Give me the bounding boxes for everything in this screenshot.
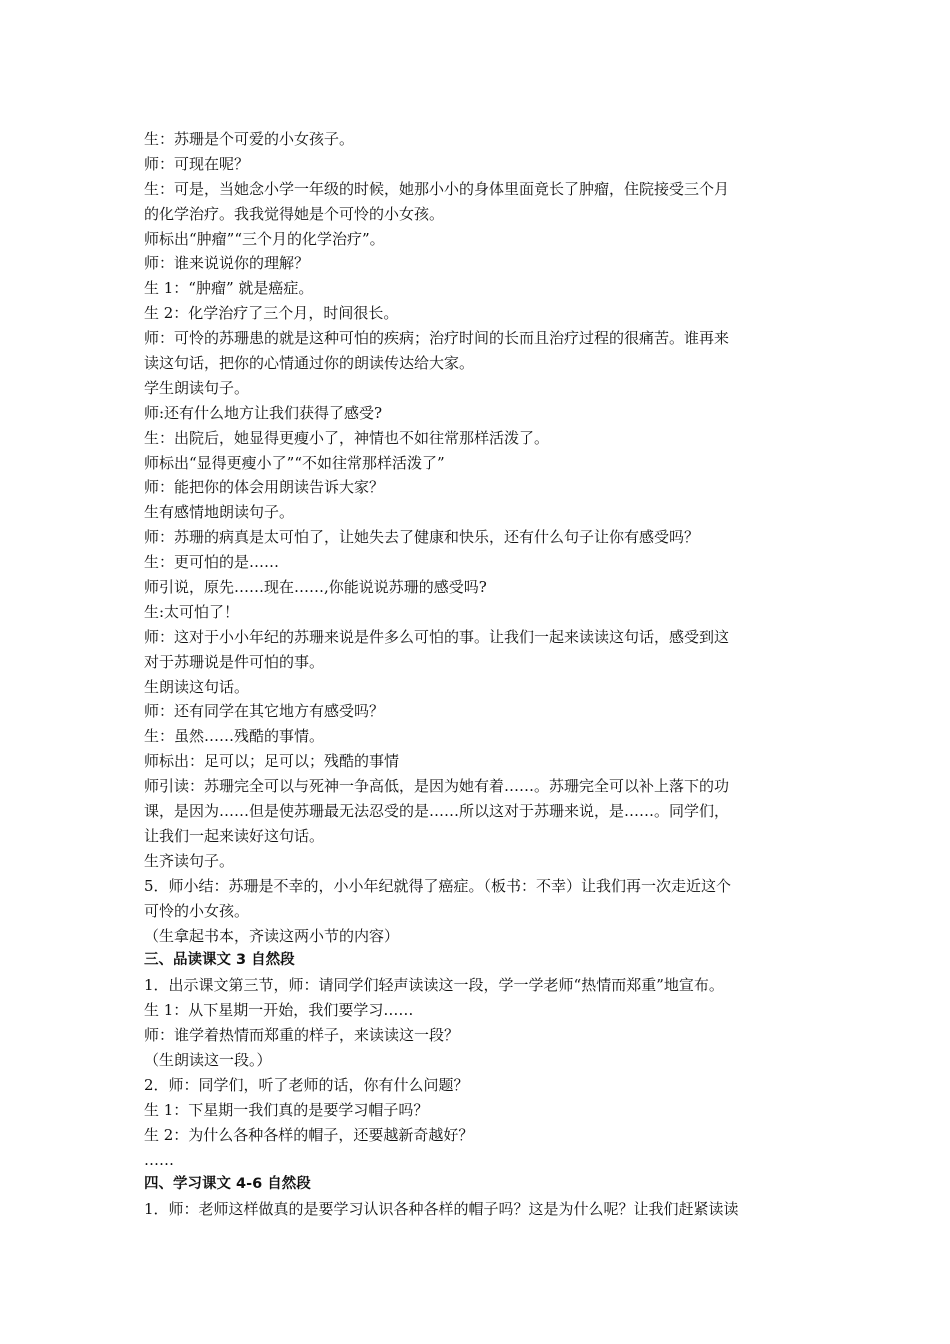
text-line: 生：出院后，她显得更瘦小了，神情也不如往常那样活泼了。: [144, 428, 550, 447]
text-line: 生 2：为什么各种各样的帽子，还要越新奇越好？: [144, 1125, 474, 1144]
text-line: 课，是因为……但是使苏珊最无法忍受的是……所以这对于苏珊来说，是……。同学们，: [144, 802, 730, 821]
text-line: 读这句话，把你的心情通过你的朗读传达给大家。: [144, 354, 475, 373]
text-line: 的化学治疗。我我觉得她是个可怜的小女孩。: [144, 204, 445, 223]
text-line: 生：苏珊是个可爱的小女孩子。: [144, 130, 355, 148]
text-line: 师引读：苏珊完全可以与死神一争高低，是因为她有着……。苏珊完全可以补上落下的功: [144, 777, 730, 796]
text-line: 2．师：同学们，听了老师的话，你有什么问题？: [144, 1075, 469, 1094]
text-line: 生齐读句子。: [144, 851, 235, 870]
text-line: 师：还有同学在其它地方有感受吗？: [144, 702, 385, 721]
text-line: 生：虽然……残酷的事情。: [144, 727, 325, 746]
text-line: ……: [144, 1150, 174, 1169]
section-heading: 三、品读课文 3 自然段: [144, 952, 295, 969]
text-line: 生:太可怕了！: [144, 602, 240, 621]
text-line: 师引说，原先……现在……,你能说说苏珊的感受吗?: [144, 578, 487, 597]
text-line: 师：谁学着热情而郑重的样子，来读读这一段？: [144, 1026, 460, 1045]
text-line: 1．出示课文第三节，师：请同学们轻声读读这一段，学一学老师“热情而郑重”地宣布。: [144, 976, 724, 995]
text-line: 师标出：足可以；足可以；残酷的事情: [144, 752, 400, 771]
text-line: 生：可是，当她念小学一年级的时候，她那小小的身体里面竟长了肿瘤，住院接受三个月: [144, 179, 730, 198]
text-line: 生有感情地朗读句子。: [144, 503, 295, 522]
text-line: 学生朗读句子。: [144, 378, 250, 397]
text-line: 生：更可怕的是……: [144, 553, 280, 572]
text-line: （生拿起书本，齐读这两小节的内容）: [144, 926, 400, 945]
text-line: 师：谁来说说你的理解？: [144, 254, 310, 273]
text-line: 生 1：下星期一我们真的是要学习帽子吗？: [144, 1100, 429, 1119]
text-line: 师:还有什么地方让我们获得了感受?: [144, 403, 383, 422]
document-body: [144, 127, 814, 1222]
text-line: 1．师：老师这样做真的是要学习认识各种各样的帽子吗？这是为什么呢？让我们赶紧读读: [144, 1200, 739, 1219]
text-line: 师：这对于小小年纪的苏珊来说是件多么可怕的事。让我们一起来读读这句话，感受到这: [144, 627, 730, 646]
section-heading: 四、学习课文 4-6 自然段: [144, 1176, 311, 1193]
text-line: 让我们一起来读好这句话。: [144, 826, 325, 845]
text-line: 生 2：化学治疗了三个月，时间很长。: [144, 304, 399, 323]
text-line: （生朗读这一段。）: [144, 1050, 272, 1069]
text-line: 师：可现在呢？: [144, 154, 250, 173]
text-line: 师：能把你的体会用朗读告诉大家？: [144, 478, 385, 497]
text-line: 对于苏珊说是件可怕的事。: [144, 652, 325, 671]
text-line: 师：可怜的苏珊患的就是这种可怕的疾病；治疗时间的长而且治疗过程的很痛苦。谁再来: [144, 329, 730, 348]
text-line: 生朗读这句话。: [144, 677, 250, 696]
text-line: 可怜的小女孩。: [144, 901, 250, 920]
text-line: 生 1：“肿瘤” 就是癌症。: [144, 279, 314, 298]
text-line: 师：苏珊的病真是太可怕了，让她失去了健康和快乐，还有什么句子让你有感受吗？: [144, 528, 700, 547]
text-line: 师标出“显得更瘦小了”“不如往常那样活泼了”: [144, 453, 445, 472]
text-line: 5．师小结：苏珊是不幸的，小小年纪就得了癌症。（板书：不幸）让我们再一次走近这个: [144, 876, 732, 895]
text-line: 生 1：从下星期一开始，我们要学习……: [144, 1001, 414, 1020]
text-line: 师标出“肿瘤”“三个月的化学治疗”。: [144, 229, 385, 248]
